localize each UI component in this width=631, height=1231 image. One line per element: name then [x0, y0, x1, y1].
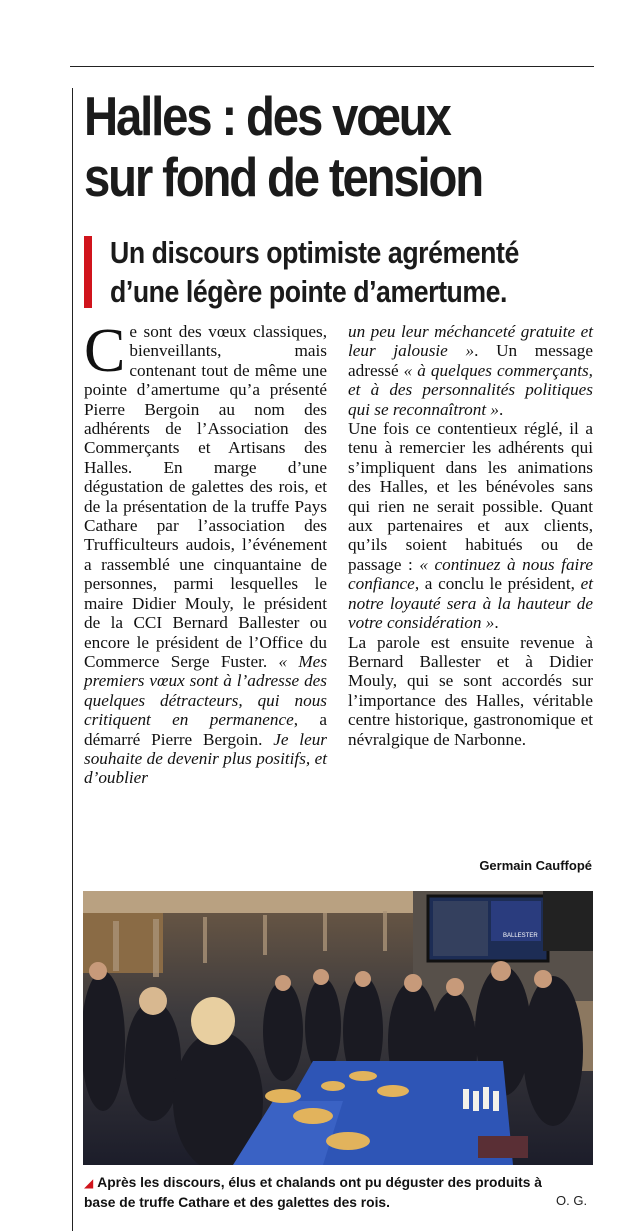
paragraph-1: Ce sont des vœux classiques, bienveillants, mais contenant tout de même une pointe d’amertume qu’a présenté Pierre Bergoin au nom des adhérents de l’Association des Commerçants et Artisans des Halles. En marge d’une dégustation de galettes des rois, et de la présentation de la truffe Pays Cathare par l’association des Trufficulteurs audois, l’événement a rassemblé une cinquantaine de personnes, parmi lesquelles le maire Didier Mouly, le président de la CCI Bernard Ballester ou encore le président de l’Office du Commerce Serge Fuster. « Mes premiers vœux sont à l’adresse des quelques détracteurs, qui nous critiquent en permanence, a démarré Pierre Bergoin. Je leur souhaite de devenir plus positifs, et d’oublier — [84, 317, 328, 788]
headline-line-2: sur fond de tension — [84, 146, 482, 208]
article-column-1 — [84, 317, 328, 788]
top-rule — [70, 66, 594, 67]
photo-credit: O. G. — [556, 1193, 588, 1208]
subhead-line-2: d’une légère pointe d’amertume. — [110, 274, 508, 309]
left-column-rule — [72, 88, 73, 1231]
byline: Germain Cauffopé — [479, 858, 592, 873]
subhead-accent-bar — [84, 236, 92, 308]
headline-line-1: Halles : des vœux — [84, 85, 450, 147]
article-column-2 — [348, 322, 593, 749]
paragraph-3: La parole est ensuite revenue à Bernard Ballester et à Didier Mouly, qui se sont accordés sur l’importance des Halles, véritable centre historique, gastronomique et névralgique de Narbonne. — [348, 632, 593, 749]
drop-cap: C — [84, 317, 126, 385]
tv-screen-text: BALLESTER — [503, 933, 538, 939]
photo-illustration — [83, 891, 593, 1165]
paragraph-1-cont: un peu leur méchanceté gratuite et leur jalousie ». Un message adressé « à quelques commerçants, et à des personnalités politiques qui se reconnaîtront ». — [348, 322, 593, 419]
subhead — [110, 233, 592, 311]
photo-caption: ◢ Après les discours, élus et chalands ont pu déguster des produits à base de truffe Cathare et des galettes des rois. — [84, 1175, 542, 1210]
subhead-line-1: Un discours optimiste agrémenté — [110, 235, 519, 270]
caption-arrow-icon: ◢ — [84, 1176, 94, 1190]
event-photo — [83, 891, 593, 1165]
headline — [84, 86, 531, 208]
paragraph-2: Une fois ce contentieux réglé, il a tenu à remercier les adhérents qui s’impliquent dans les animations des Halles, et les bénévoles sans qui rien ne serait possible. Quant aux partenaires et aux clients, qu’ils soient habitués ou de passage : « continuez à nous faire confiance, a conclu le président, et notre loyauté sera à la hauteur de votre considération ». — [348, 419, 593, 633]
